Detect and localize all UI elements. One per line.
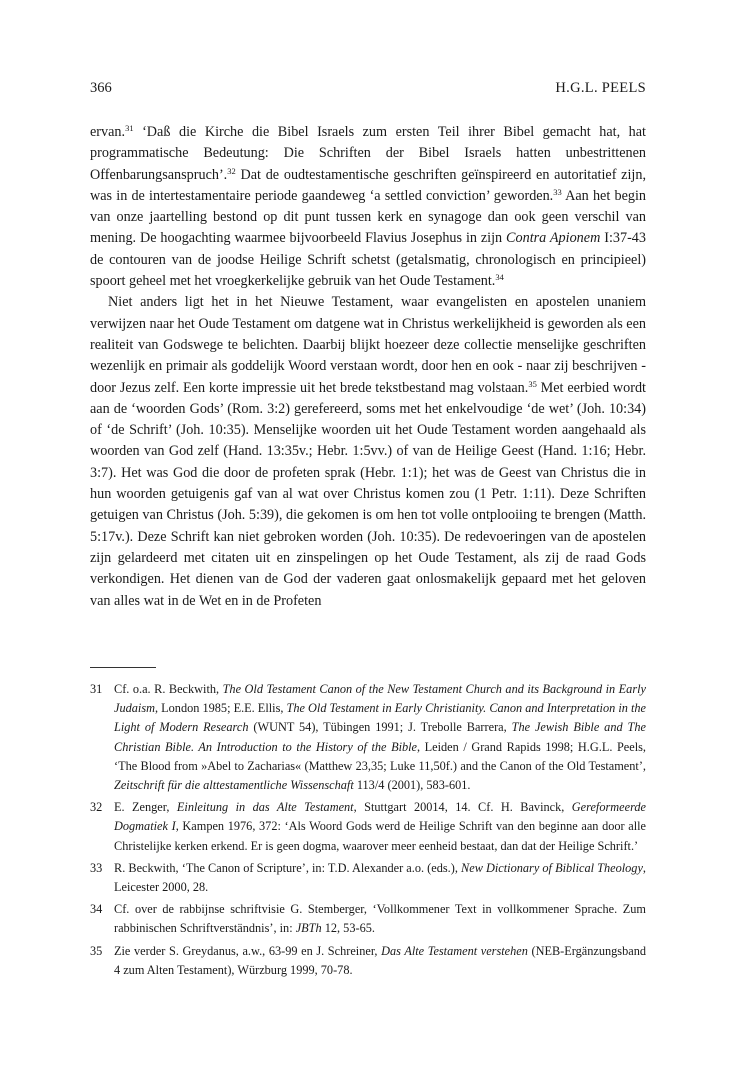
page-number: 366 [90,80,112,96]
footnote-text [114,859,646,897]
italic-title: The Old Testament in Early Christianity. Canon and Interpretation in the Light of Modern Research [114,701,646,735]
italic-title: The Old Testament Canon of the New Testament Church and its Background in Early Judaism [114,682,646,716]
footnotes [90,680,646,983]
paragraph [90,122,646,292]
footnote [90,798,646,856]
italic-title: New Dictionary of Biblical Theology [461,860,643,875]
footnote-text [114,900,646,938]
footnote-text [114,942,646,980]
footnote-number: 34 [90,902,103,917]
footnote-number: 35 [90,943,103,958]
text-run: Niet anders ligt het in het Nieuwe Testament, waar evangelisten en apostelen unaniem verwijzen naar het Oude Testament om datgene wat in Christus werkelijkheid is geworden als een realiteit van Godswege te belichten. Daarbij blijkt hoezeer deze collectie menselijke geschriften wezenlijk en primair als goddelijk Woord verstaan wordt, door hen en ook - naar zij beschrijven - door Jezus zelf. Een korte impressie uit het brede tekstbestand mag volstaan. [90,294,646,396]
text-run: , Leicester 2000, 28. [114,860,646,895]
italic-title: JBTh [295,921,322,936]
footnote-text [114,798,646,856]
text-run: (NEB-Ergänzungsband 4 zum Alten Testament), Würzburg 1999, 70-78. [114,943,646,977]
running-head-author: H.G.L. PEELS [555,80,646,96]
footnote-separator [90,667,156,668]
footnote [90,942,646,980]
paragraph [90,292,646,611]
text-run: , Stuttgart 20014, 14. Cf. H. Bavinck, [353,800,572,815]
footnote-number: 32 [90,800,103,815]
text-run: Zie verder S. Greydanus, a.w., 63-99 en J. Schreiner, [114,943,382,958]
italic-title: Das Alte Testament verstehen [381,943,528,958]
footnote-reference: 32 [227,165,236,176]
footnote [90,680,646,795]
text-run: 113/4 (2001), 583-601. [353,778,471,793]
footnote-reference: 35 [528,378,537,389]
running-header [90,78,646,98]
text-run: Met eerbied wordt aan de ‘woorden Gods’ (Rom. 3:2) gerefereerd, soms met het enkelvoudige ‘de wet’ (Joh. 10:34) of ‘de Schrift’ (Joh. 10:35). Menselijke woorden uit het Oude Testament worden aangehaald als woorden van God zelf (Hand. 13:35v.; Hebr. 1:5vv.) of van de Heilige Geest (Hand. 1:16; Hebr. 3:7). Het was God die door de profeten sprak (Hebr. 1:1); het was de Geest van Christus die in hun woorden getuigenis gaf van al wat over Christus komen zou (1 Petr. 1:11). Deze Schriften getuigen van Christus (Joh. 5:39), die gekomen is om hen tot volle ontplooiing te brengen (Matth. 5:17v.). Deze Schrift kan niet gebroken worden (Joh. 10:35). De redevoeringen van de apostelen zijn gelardeerd met citaten uit en zinspelingen op het Oude Testament, als zij de raad Gods verkondigen. Het dienen van de God der vaderen gaat onlosmakelijk gepaard met het geloven van alles wat in de Wet en in de Profeten [90,379,646,609]
footnote-number: 33 [90,860,103,875]
text-run: Dat de oudtestamentische geschriften geïnspireerd en autoritatief zijn, was in de intertestamentaire periode gaandeweg ‘a settled conviction’ geworden. [90,166,646,204]
text-run: (WUNT 54), Tübingen 1991; J. Trebolle Barrera, [248,720,512,735]
footnote [90,859,646,897]
footnote-reference: 34 [495,272,504,283]
text-run: Cf. o.a. R. Beckwith, [114,682,223,696]
text-run: , Kampen 1976, 372: ‘Als Woord Gods werd de Heilige Schrift van den beginne aan door alle Christelijke kerken erkend. Er is geen dogma, waarover meer eenheid bestaat, dan dat der Heilige Schrift.’ [114,819,647,853]
italic-title: The Jewish Bible and The Christian Bible. An Introduction to the History of the Bible [114,720,646,754]
main-text [90,122,646,612]
text-run: , Leiden / Grand Rapids 1998; H.G.L. Peels, ‘The Blood from »Abel to Zacharias« (Matthew 23,35; Luke 11,50f.) and the Canon of the Old Testament’, [114,739,646,773]
italic-title: Contra Apionem [506,230,601,247]
text-run: ervan. [90,124,126,140]
text-run: I:37-43 de contouren van de joodse Heilige Schrift schetst (getalsmatig, chronologisch en principieel) spoort geheel met het vroegkerkelijke gebruik van het Oude Testament. [90,230,646,290]
text-run: Aan het begin van onze jaartelling bestond op dit punt tussen kerk en synagoge dan ook geen verschil van mening. De hoogachting waarmee bijvoorbeeld Flavius Josephus in zijn [90,187,646,247]
text-run: R. Beckwith, ‘The Canon of Scripture’, in: T.D. Alexander a.o. (eds.), [114,860,462,875]
text-run: E. Zenger, [114,800,177,815]
text-run: , London 1985; E.E. Ellis, [155,701,287,716]
italic-title: Zeitschrift für die alttestamentliche Wissenschaft [114,778,354,793]
text-run: 12, 53-65. [321,921,375,936]
italic-title: Gereformeerde Dogmatiek I [114,800,647,834]
footnote [90,900,646,938]
italic-title: Einleitung in das Alte Testament [176,800,354,815]
text-run: ‘Daß die Kirche die Bibel Israels zum ersten Teil ihrer Bibel gemacht hat, hat programmatische Bedeutung: Die Schriften der Bibel Israels hatten unbestrittenen Offenbarungsanspruch’. [90,124,646,183]
text-run: Cf. over de rabbijnse schriftvisie G. Stemberger, ‘Vollkommener Text in vollkommener Sprache. Zum rabbinischen Schriftverständnis’, in: [114,902,646,936]
footnote-reference: 31 [125,123,134,133]
footnote-text [114,680,646,795]
footnote-reference: 33 [553,186,562,197]
footnote-number: 31 [90,682,103,696]
